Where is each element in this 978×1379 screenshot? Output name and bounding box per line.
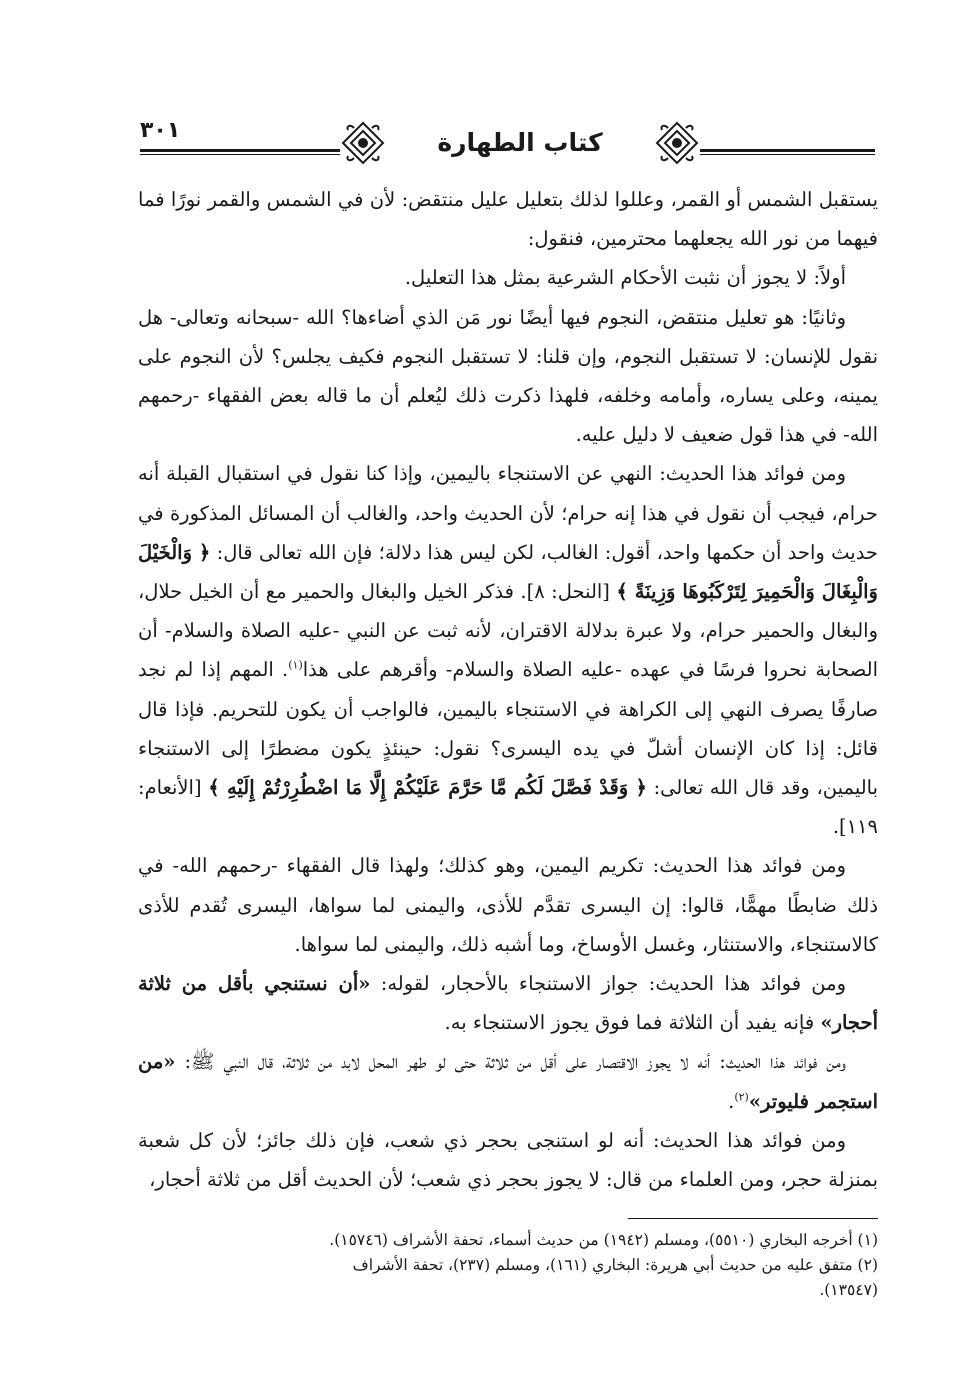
paragraph-6-part-b: فإنه يفيد أن الثلاثة فما فوق يجوز الاستنجاء به.	[444, 1011, 815, 1035]
quran-verse-2: ﴿ وَقَدْ فَصَّلَ لَكُم مَّا حَرَّمَ عَلَيْكُمْ إِلَّا مَا اضْطُرِرْتُمْ إِلَيْهِ ﴾	[208, 776, 647, 800]
paragraph-8: ومن فوائد هذا الحديث: أنه لو استنجى بحجر ذي شعب، فإن ذلك جائز؛ لأن كل شعبة بمنزلة حجر، ومن العلماء من قال: لا يجوز بحجر ذي شعب؛ لأن الحديث أقل من ثلاثة أحجار،	[138, 1128, 878, 1192]
footnote-ref-2[interactable]: (٢)	[734, 1090, 749, 1104]
paragraph-4	[138, 454, 878, 846]
body-text	[138, 180, 878, 1199]
paragraph-7	[138, 1042, 878, 1120]
footnote-1: (١) أخرجه البخاري (٥٥١٠)، ومسلم (١٩٤٢) من حديث أسماء، تحفة الأشراف (١٥٧٤٦).	[329, 1231, 878, 1249]
hadith-quote-2: «من استجمر فليوتر»	[138, 1050, 878, 1113]
paragraph-6-part-a: ومن فوائد هذا الحديث: جواز الاستنجاء بالأحجار، لقوله:	[380, 972, 846, 996]
page-header	[140, 112, 875, 172]
paragraph-4-part-d: [الأنعام: ١١٩].	[138, 776, 878, 839]
footnotes	[300, 1228, 878, 1303]
paragraph-7-part-a: ومن فوائد هذا الحديث: أنه لا يجوز الاقتصار على أقل من ثلاثة حتى لو طهر المحل لابد من ثلاثة، قال النبي ﷺ:	[184, 1050, 846, 1074]
hadith-quote-1: «أن نستنجي بأقل من ثلاثة أحجار»	[138, 972, 878, 1035]
paragraph-4-part-b: [النحل: ٨]. فذكر الخيل والبغال والحمير مع أن الخيل حلال، والبغال والحمير حرام، ولا عبرة بدلالة الاقتران، لأنه ثبت عن النبي -عليه الصلاة والسلام- أن الصحابة نحروا فرسًا في عهده -عليه الصلاة والسلام- وأقرهم على هذا	[138, 580, 879, 682]
quran-verse-1: ﴿ وَالْخَيْلَ وَالْبِغَالَ وَالْحَمِيرَ لِتَرْكَبُوهَا وَزِينَةً ﴾	[138, 540, 878, 604]
paragraph-5: ومن فوائد هذا الحديث: تكريم اليمين، وهو كذلك؛ ولهذا قال الفقهاء -رحمهم الله- في ذلك ضابطًا مهمًّا، قالوا: إن اليسرى تقدَّم للأذى، واليمنى لما سواها، اليسرى تُقدم للأذى كالاستنجاء، والاستنثار، وغسل الأوساخ، وما أشبه ذلك، واليمنى لما سواها.	[138, 854, 878, 956]
paragraph-3: وثانيًا: هو تعليل منتقض، النجوم فيها أيضًا نور مَن الذي أضاءها؟ الله -سبحانه وتعالى- هل نقول للإنسان: لا تستقبل النجوم، وإن قلنا: لا تستقبل النجوم فكيف يجلس؟ لأن النجوم على يمينه، وعلى يساره، وأمامه وخلفه، فلهذا ذكرت ذلك ليُعلم أن ما قاله بعض الفقهاء -رحمهم الله- في هذا قول ضعيف لا دليل عليه.	[138, 305, 878, 447]
ornament-right-icon	[654, 120, 700, 166]
page-number: ٣٠١	[140, 118, 181, 143]
paragraph-7-end: .	[728, 1089, 735, 1113]
paragraph-2: أولاً: لا يجوز أن نثبت الأحكام الشرعية بمثل هذا التعليل.	[404, 266, 846, 290]
paragraph-6	[138, 964, 878, 1042]
paragraph-4-part-a: ومن فوائد هذا الحديث: النهي عن الاستنجاء باليمين، وإذا كنا نقول في استقبال القبلة أنه حرام، فيجب أن نقول في هذا إنه حرام؛ لأن الحديث واحد، والغالب أن المسائل المذكورة في حديث واحد أن حكمها واحد، أقول: الغالب، لكن ليس هذا دلالة؛ فإن الله تعالى قال:	[138, 462, 878, 564]
ornament-left-icon	[340, 120, 386, 166]
footnote-ref-1[interactable]: (١)	[288, 658, 303, 672]
footnote-2: (٢) متفق عليه من حديث أبي هريرة: البخاري (١٦١)، ومسلم (٢٣٧)، تحفة الأشراف (١٣٥٤٧).	[352, 1256, 878, 1299]
footnote-separator	[628, 1218, 878, 1219]
header-title: كتاب الطهارة	[437, 128, 603, 157]
header-rule-left-thin	[140, 154, 340, 155]
header-rule-right-thin	[700, 154, 875, 155]
paragraph-1: يستقبل الشمس أو القمر، وعللوا لذلك بتعليل عليل منتقض: لأن في الشمس والقمر نورًا فما فيهما من نور الله يجعلهما محترمين، فنقول:	[138, 188, 878, 251]
paragraph-4-part-c: . المهم إذا لم نجد صارفًا يصرف النهي إلى الكراهة في الاستنجاء باليمين، فالواجب أن يكون للتحريم. فإذا قال قائل: إذا كان الإنسان أشلّ في يده اليسرى؟ نقول: حينئذٍ يكون مضطرًا إلى الاستنجاء باليمين، وقد قال الله تعالى:	[138, 658, 879, 800]
header-rule-right	[700, 149, 875, 152]
header-rule-left	[140, 149, 340, 152]
